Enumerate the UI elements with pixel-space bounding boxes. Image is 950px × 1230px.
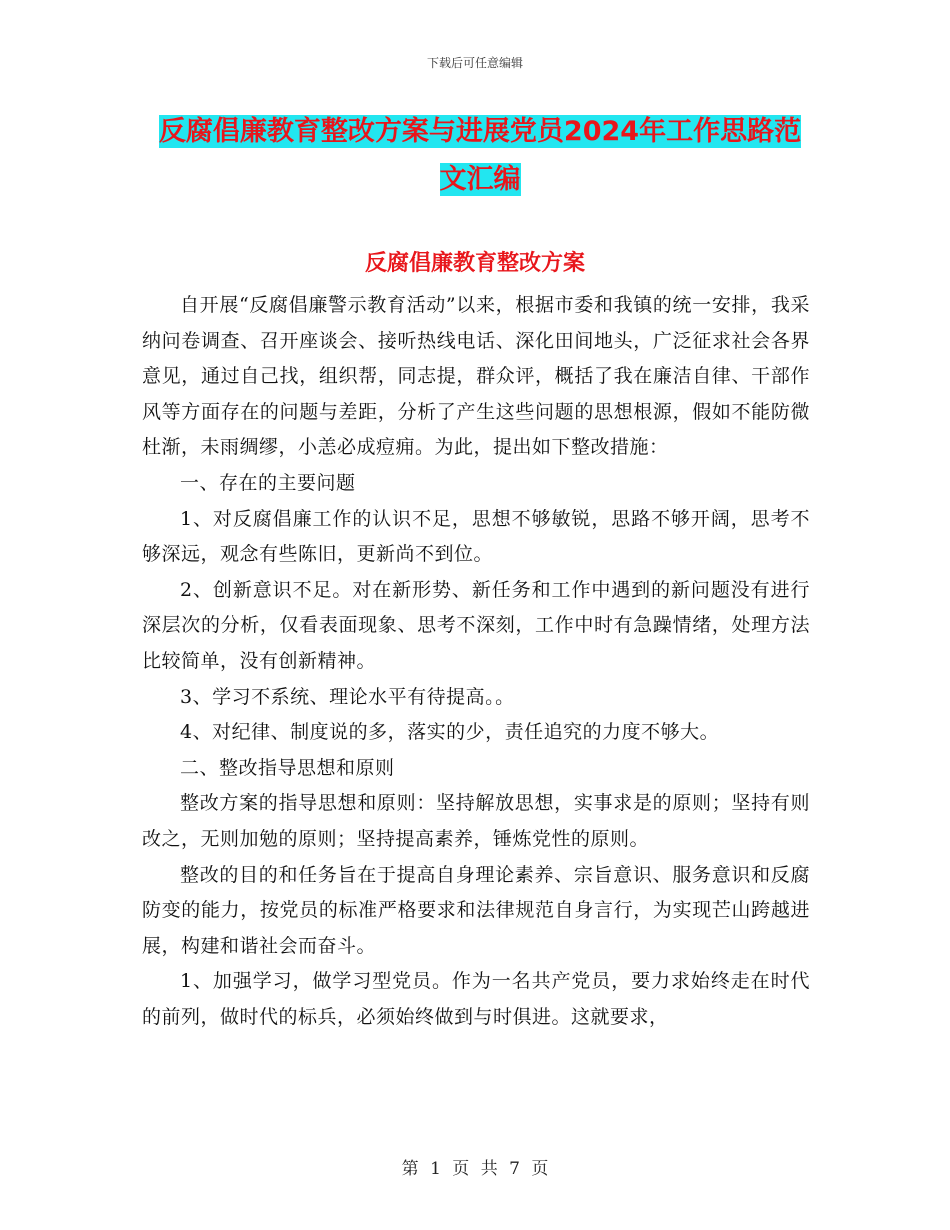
paragraph: 2、创新意识不足。对在新形势、新任务和工作中遇到的新问题没有进行深层次的分析，仅看表面现象、思考不深刻，工作中时有急躁情绪，处理方法比较简单，没有创新精神。 (142, 578, 810, 672)
body-text (142, 288, 810, 1035)
document-title (140, 108, 820, 204)
section-title: 反腐倡廉教育整改方案 (364, 251, 585, 276)
paragraph: 自开展“反腐倡廉警示教育活动”以来，根据市委和我镇的统一安排，我采纳问卷调查、召开座谈会、接听热线电话、深化田间地头，广泛征求社会各界意见，通过自己找，组织帮，同志提，群众评，概括了我在廉洁自律、干部作风等方面存在的问题与差距，分析了产生这些问题的思想根源，假如不能防微杜渐，未雨绸缪，小恙必成痘痈。为此，提出如下整改措施： (142, 294, 810, 459)
paragraph: 3、学习不系统、理论水平有待提高。。 (180, 685, 515, 708)
page-footer: 第 1 页 共 7 页 (401, 1159, 549, 1179)
paragraph: 一、存在的主要问题 (180, 471, 356, 494)
paragraph: 4、对纪律、制度说的多，落实的少，责任追究的力度不够大。 (180, 721, 720, 744)
header-note: 下载后可任意编辑 (426, 56, 523, 70)
paragraph: 整改的目的和任务旨在于提高自身理论素养、宗旨意识、服务意识和反腐防变的能力，按党员的标准严格要求和法律规范自身言行，为实现芒山跨越进展，构建和谐社会而奋斗。 (142, 863, 810, 957)
paragraph: 二、整改指导思想和原则 (180, 756, 395, 779)
title-line-2: 文汇编 (439, 164, 521, 195)
paragraph: 1、对反腐倡廉工作的认识不足，思想不够敏锐，思路不够开阔，思考不够深远，观念有些陈旧，更新尚不到位。 (142, 507, 810, 566)
title-line-1: 反腐倡廉教育整改方案与进展党员2024年工作思路范 (158, 116, 802, 147)
paragraph: 整改方案的指导思想和原则：坚持解放思想，实事求是的原则；坚持有则改之，无则加勉的原则；坚持提高素养，锤炼党性的原则。 (142, 792, 810, 850)
paragraph: 1、加强学习，做学习型党员。作为一名共产党员，要力求始终走在时代的前列，做时代的标兵，必须始终做到与时俱进。这就要求， (142, 970, 810, 1028)
